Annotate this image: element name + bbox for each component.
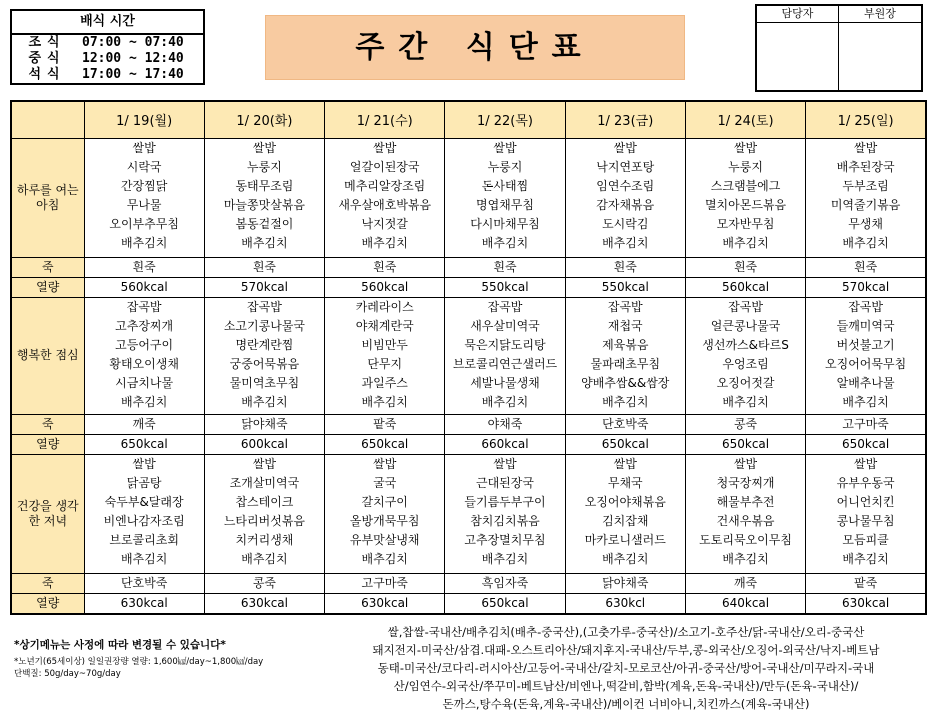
day-header: 1/ 21(수) <box>325 101 445 138</box>
dish-item: 시금치나물 <box>115 375 174 390</box>
dish-item: 동태무조림 <box>235 178 294 193</box>
dish-item: 간장찜닭 <box>120 178 168 193</box>
porridge-cell: 흰죽 <box>84 257 204 277</box>
dish-item: 잡곡밥 <box>848 299 883 314</box>
calorie-cell: 560kcal <box>685 277 805 297</box>
dish-item: 누룽지 <box>728 159 763 174</box>
calorie-label: 열량 <box>11 434 84 454</box>
porridge-cell: 흰죽 <box>445 257 565 277</box>
meal-name: 조식 <box>28 35 66 50</box>
dish-item: 비엔나감자조림 <box>103 513 185 528</box>
dish-item: 고추장멸치무침 <box>464 532 546 547</box>
breakfast-porridge-row <box>11 257 926 277</box>
dish-item: 쌀밥 <box>252 140 277 155</box>
porridge-cell: 깨죽 <box>84 414 204 434</box>
meal-time: 12:00 ~ 12:40 <box>82 51 184 66</box>
porridge-cell: 야채죽 <box>445 414 565 434</box>
dish-item: 다시마채무침 <box>470 216 540 231</box>
dish-item: 세발나물생채 <box>470 375 540 390</box>
dish-item: 고추장찌개 <box>115 318 174 333</box>
dish-item: 배추김치 <box>481 394 529 409</box>
dish-item: 배추김치 <box>481 235 529 250</box>
change-notice: *상기메뉴는 사정에 따라 변경될 수 있습니다* <box>14 639 226 651</box>
calorie-label: 열량 <box>11 593 84 614</box>
dish-item: 누룽지 <box>487 159 523 174</box>
lunch-calorie-row <box>11 434 926 454</box>
dish-item: 쌀밥 <box>132 456 156 471</box>
meal-time: 07:00 ~ 07:40 <box>82 35 184 50</box>
dinner-day-cell <box>565 454 685 573</box>
meal-name: 석식 <box>28 67 66 82</box>
dish-item: 배추김치 <box>722 394 769 409</box>
dish-item: 쌀밥 <box>854 456 878 471</box>
day-header: 1/ 22(목) <box>445 101 565 138</box>
porridge-cell: 흰죽 <box>806 257 926 277</box>
dish-item: 돈사태찜 <box>481 178 529 193</box>
lunch-day-cell <box>325 297 445 414</box>
dish-item: 쌀밥 <box>493 456 517 471</box>
dish-item: 양배추쌈&&쌈장 <box>581 375 670 390</box>
origin-line: 돈까스,탕수육(돈육,계육-국내산)/베이컨 너비아니,치킨까스(계육-국내산) <box>442 697 810 711</box>
dish-item: 청국장찌개 <box>716 475 775 490</box>
dish-item: 무채국 <box>607 475 643 490</box>
dish-item: 들깨미역국 <box>836 318 895 333</box>
lunch-day-cell <box>685 297 805 414</box>
dish-item: 쌀밥 <box>132 140 156 155</box>
nutrition-line: 단백질: 50g/day~70g/day <box>14 669 121 679</box>
porridge-cell: 콩죽 <box>204 573 324 593</box>
dish-item: 올방개묵무침 <box>349 513 420 528</box>
dish-item: 야채계란국 <box>355 318 414 333</box>
dish-item: 쌀밥 <box>252 456 277 471</box>
service-time-row <box>12 67 203 83</box>
dish-item: 물미역초무침 <box>229 375 300 390</box>
calorie-cell: 560kcal <box>325 277 445 297</box>
dish-item: 잡곡밥 <box>487 299 523 314</box>
dish-item: 배추김치 <box>361 394 408 409</box>
lunch-label: 행복한 점심 <box>11 297 84 414</box>
dish-item: 쌀밥 <box>373 456 397 471</box>
dish-item: 배추김치 <box>722 551 769 566</box>
porridge-cell: 깨죽 <box>685 573 805 593</box>
dish-item: 오징어젓갈 <box>716 375 775 390</box>
dish-item: 단무지 <box>367 356 403 371</box>
day-header: 1/ 24(토) <box>685 101 805 138</box>
approval-header-manager: 담당자 <box>757 6 839 23</box>
dish-item: 생선까스&타르S <box>702 337 789 352</box>
calorie-label: 열량 <box>11 277 84 297</box>
dish-item: 낙지젓갈 <box>361 216 408 231</box>
calorie-cell: 630kcal <box>806 593 926 614</box>
lunch-row <box>11 297 926 414</box>
dinner-day-cell <box>204 454 324 573</box>
dish-item: 소고기콩나물국 <box>223 318 305 333</box>
dish-item: 유부우동국 <box>836 475 895 490</box>
porridge-cell: 팥죽 <box>325 414 445 434</box>
dish-item: 콩나물무침 <box>836 513 895 528</box>
dish-item: 오징어어묵무침 <box>825 356 907 371</box>
porridge-cell: 팥죽 <box>806 573 926 593</box>
porridge-cell: 흑임자죽 <box>445 573 565 593</box>
dish-item: 재첩국 <box>607 318 643 333</box>
dish-item: 얼갈이된장국 <box>349 159 420 174</box>
dinner-row <box>11 454 926 573</box>
calorie-cell: 570kcal <box>204 277 324 297</box>
calorie-cell: 650kcal <box>806 434 926 454</box>
dish-item: 시락국 <box>126 159 162 174</box>
dish-item: 배추김치 <box>602 394 649 409</box>
day-header: 1/ 23(금) <box>565 101 685 138</box>
dish-item: 브로콜리초회 <box>109 532 179 547</box>
dinner-day-cell <box>325 454 445 573</box>
lunch-day-cell <box>204 297 324 414</box>
origin-line: 돼지전지-미국산/삼겹.대패-오스트리아산/돼지후지-국내산/두부,콩-외국산/오징어-외국산/낙지-베트남 <box>372 643 880 657</box>
dish-item: 무생채 <box>848 216 883 231</box>
dish-item: 쌀밥 <box>373 140 397 155</box>
dish-item: 미역줄기볶음 <box>830 197 901 212</box>
dish-item: 쌀밥 <box>733 140 758 155</box>
dish-item: 배추김치 <box>842 235 889 250</box>
dish-item: 궁중어묵볶음 <box>229 356 300 371</box>
breakfast-day-cell <box>565 138 685 257</box>
porridge-cell: 흰죽 <box>204 257 324 277</box>
calorie-cell: 640kcal <box>685 593 805 614</box>
dish-item: 멸치아몬드볶음 <box>704 197 787 212</box>
breakfast-row <box>11 138 926 257</box>
dish-item: 배추김치 <box>120 551 168 566</box>
dish-item: 유부맛살냉채 <box>349 532 420 547</box>
dish-item: 느타리버섯볶음 <box>223 513 305 528</box>
dinner-porridge-row <box>11 573 926 593</box>
dish-item: 쌀밥 <box>613 456 637 471</box>
dish-item: 치커리생채 <box>235 532 294 547</box>
dish-item: 오징어야채볶음 <box>584 494 666 509</box>
breakfast-day-cell <box>806 138 926 257</box>
breakfast-day-cell <box>445 138 565 257</box>
dish-item: 굴국 <box>373 475 397 490</box>
breakfast-day-cell <box>204 138 324 257</box>
dish-item: 브로콜리연근샐러드 <box>452 356 558 371</box>
approval-header-vice-director: 부원장 <box>839 6 921 23</box>
calorie-cell: 560kcal <box>84 277 204 297</box>
dish-item: 누룽지 <box>247 159 282 174</box>
service-time-box <box>10 9 205 85</box>
dish-item: 배추김치 <box>120 394 168 409</box>
porridge-cell: 닭야채죽 <box>204 414 324 434</box>
dish-item: 제육볶음 <box>602 337 649 352</box>
porridge-cell: 콩죽 <box>685 414 805 434</box>
dish-item: 묵은지닭도리탕 <box>464 337 546 352</box>
porridge-cell: 고구마죽 <box>325 573 445 593</box>
dish-item: 비빔만두 <box>361 337 408 352</box>
dish-item: 도시락김 <box>602 216 649 231</box>
dish-item: 버섯불고기 <box>836 337 895 352</box>
dish-item: 배추김치 <box>120 235 168 250</box>
dish-item: 찹스테이크 <box>235 494 294 509</box>
meal-time: 17:00 ~ 17:40 <box>82 67 184 82</box>
lunch-day-cell <box>565 297 685 414</box>
nutrition-line: *노년기(65세이상) 일일권장량 열량: 1,600㎉/day~1,800㎉/day <box>14 657 264 667</box>
dish-item: 배추된장국 <box>836 159 895 174</box>
dish-item: 배추김치 <box>361 551 408 566</box>
lunch-day-cell <box>445 297 565 414</box>
dish-item: 스크램블에그 <box>710 178 781 193</box>
dish-item: 배추김치 <box>842 394 889 409</box>
dish-item: 황태오이생채 <box>109 356 179 371</box>
dinner-day-cell <box>84 454 204 573</box>
dish-item: 닭곰탕 <box>126 475 162 490</box>
approval-sign-manager <box>757 23 839 90</box>
approval-sign-vice-director <box>839 23 921 90</box>
calorie-cell: 570kcal <box>806 277 926 297</box>
dish-item: 명엽채무침 <box>476 197 534 212</box>
porridge-label: 죽 <box>11 257 84 277</box>
lunch-porridge-row <box>11 414 926 434</box>
dish-item: 해물부추전 <box>716 494 775 509</box>
porridge-cell: 흰죽 <box>685 257 805 277</box>
page-title: 주간 식단표 <box>265 15 685 80</box>
dish-item: 봄동겉절이 <box>235 216 294 231</box>
dish-item: 마늘쫑맛살볶음 <box>223 197 305 212</box>
calorie-cell: 630kcal <box>204 593 324 614</box>
dish-item: 임연수조림 <box>596 178 655 193</box>
calorie-cell: 650kcal <box>685 434 805 454</box>
calorie-cell: 550kcal <box>445 277 565 297</box>
dish-item: 두부조림 <box>842 178 889 193</box>
dish-item: 카레라이스 <box>355 299 414 314</box>
dish-item: 명란계란찜 <box>235 337 294 352</box>
breakfast-day-cell <box>325 138 445 257</box>
dish-item: 들기름두부구이 <box>464 494 546 509</box>
dish-item: 새우살미역국 <box>470 318 540 333</box>
dish-item: 참치김치볶음 <box>470 513 540 528</box>
approval-box <box>755 4 923 92</box>
dinner-label: 건강을 생각한 저녁 <box>11 454 84 573</box>
breakfast-label: 하루를 여는 아침 <box>11 138 84 257</box>
dish-item: 배추김치 <box>842 551 889 566</box>
dish-item: 건새우볶음 <box>716 513 775 528</box>
dish-item: 어니언치킨 <box>836 494 895 509</box>
dish-item: 근대된장국 <box>476 475 534 490</box>
dish-item: 무나물 <box>126 197 162 212</box>
dish-item: 배추김치 <box>361 235 408 250</box>
dish-item: 배추김치 <box>722 235 769 250</box>
dish-item: 우엉조림 <box>722 356 769 371</box>
dish-item: 김치잡채 <box>602 513 649 528</box>
calorie-cell: 650kcal <box>325 434 445 454</box>
dish-item: 배추김치 <box>241 394 288 409</box>
origin-notice <box>326 623 926 713</box>
porridge-cell: 단호박죽 <box>565 414 685 434</box>
header-corner <box>11 101 84 138</box>
dish-item: 모듬피클 <box>842 532 889 547</box>
dish-item: 배추김치 <box>602 551 649 566</box>
origin-line: 동태-미국산/코다리-러시아산/고등어-국내산/갈치-모로코산/아귀-중국산/방어-국내산/미꾸라지-국내 <box>377 661 875 675</box>
dish-item: 오이부추무침 <box>109 216 179 231</box>
origin-line: 쌀,찹쌀-국내산/배추김치(배추-중국산),(고춧가루-중국산)/소고기-호주산/닭-국내산/오리-중국산 <box>387 625 865 639</box>
dish-item: 갈치구이 <box>361 494 408 509</box>
dish-item: 마카로니샐러드 <box>584 532 666 547</box>
dish-item: 숙두부&달래장 <box>104 494 184 509</box>
lunch-day-cell <box>806 297 926 414</box>
dish-item: 잡곡밥 <box>728 299 763 314</box>
calorie-cell: 630kcal <box>84 593 204 614</box>
breakfast-day-cell <box>84 138 204 257</box>
dish-item: 잡곡밥 <box>126 299 162 314</box>
dish-item: 조개살미역국 <box>229 475 300 490</box>
day-header: 1/ 19(월) <box>84 101 204 138</box>
dish-item: 도토리묵오이무침 <box>699 532 792 547</box>
day-header: 1/ 20(화) <box>204 101 324 138</box>
porridge-cell: 흰죽 <box>325 257 445 277</box>
calorie-cell: 650kcal <box>84 434 204 454</box>
porridge-label: 죽 <box>11 414 84 434</box>
dish-item: 감자채볶음 <box>596 197 655 212</box>
dish-item: 잡곡밥 <box>607 299 643 314</box>
dish-item: 고등어구이 <box>115 337 174 352</box>
dish-item: 쌀밥 <box>493 140 517 155</box>
breakfast-day-cell <box>685 138 805 257</box>
service-time-row <box>12 51 203 67</box>
dish-item: 낙지연포탕 <box>596 159 655 174</box>
dish-item: 배추김치 <box>602 235 649 250</box>
day-header: 1/ 25(일) <box>806 101 926 138</box>
dish-item: 물파래초무침 <box>590 356 661 371</box>
weekly-menu-table <box>10 100 927 615</box>
dish-item: 알배추나물 <box>836 375 895 390</box>
porridge-label: 죽 <box>11 573 84 593</box>
dish-item: 배추김치 <box>241 551 288 566</box>
porridge-cell: 단호박죽 <box>84 573 204 593</box>
calorie-cell: 550kcal <box>565 277 685 297</box>
dish-item: 과일주스 <box>361 375 408 390</box>
porridge-cell: 닭야채죽 <box>565 573 685 593</box>
dish-item: 새우살애호박볶음 <box>338 197 432 212</box>
day-header-row <box>11 101 926 138</box>
calorie-cell: 630kcl <box>565 593 685 614</box>
dish-item: 배추김치 <box>481 551 529 566</box>
calorie-cell: 650kcal <box>565 434 685 454</box>
nutrition-note <box>14 656 263 680</box>
dish-item: 쌀밥 <box>733 456 758 471</box>
porridge-cell: 흰죽 <box>565 257 685 277</box>
lunch-day-cell <box>84 297 204 414</box>
dinner-calorie-row <box>11 593 926 614</box>
service-time-title: 배식 시간 <box>12 11 203 35</box>
dish-item: 모자반무침 <box>716 216 775 231</box>
breakfast-calorie-row <box>11 277 926 297</box>
dish-item: 얼큰콩나물국 <box>710 318 781 333</box>
dish-item: 쌀밥 <box>613 140 637 155</box>
dinner-day-cell <box>445 454 565 573</box>
dinner-day-cell <box>806 454 926 573</box>
dish-item: 메추리알장조림 <box>344 178 426 193</box>
calorie-cell: 650kcal <box>445 593 565 614</box>
porridge-cell: 고구마죽 <box>806 414 926 434</box>
calorie-cell: 630kcal <box>325 593 445 614</box>
meal-name: 중식 <box>28 51 66 66</box>
service-time-row <box>12 35 203 51</box>
dish-item: 쌀밥 <box>854 140 878 155</box>
calorie-cell: 660kcal <box>445 434 565 454</box>
dinner-day-cell <box>685 454 805 573</box>
origin-line: 산/임연수-외국산/쭈꾸미-베트남산/비엔나,떡갈비,함박(계육,돈육-국내산)/만두(돈육-국내산)/ <box>393 679 859 693</box>
dish-item: 배추김치 <box>241 235 288 250</box>
dish-item: 잡곡밥 <box>247 299 282 314</box>
calorie-cell: 600kcal <box>204 434 324 454</box>
